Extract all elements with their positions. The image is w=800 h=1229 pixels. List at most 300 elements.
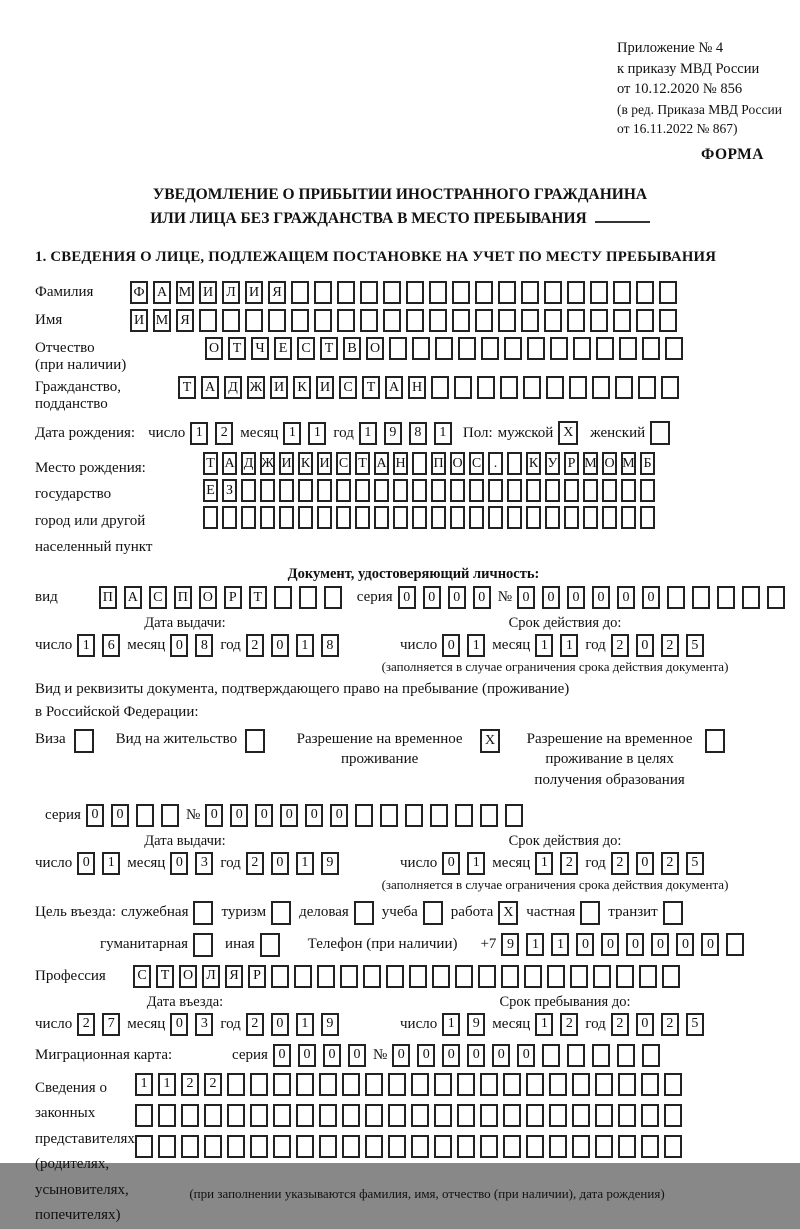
char-cell[interactable]: 2 xyxy=(77,1013,95,1036)
char-cell[interactable]: 5 xyxy=(686,634,704,657)
char-cell[interactable]: 1 xyxy=(102,852,120,875)
purpose-study-checkbox[interactable] xyxy=(423,901,443,925)
char-cell[interactable]: 8 xyxy=(195,634,213,657)
char-cell[interactable] xyxy=(475,281,493,304)
char-cell[interactable]: М xyxy=(153,309,171,332)
char-cell[interactable]: К xyxy=(526,452,541,475)
char-cell[interactable] xyxy=(434,1073,452,1096)
char-cell[interactable] xyxy=(664,1135,682,1158)
char-cell[interactable] xyxy=(504,337,522,360)
char-cell[interactable] xyxy=(503,1135,521,1158)
char-cell[interactable] xyxy=(544,281,562,304)
char-cell[interactable]: А xyxy=(385,376,403,399)
char-cell[interactable]: 0 xyxy=(442,634,460,657)
char-cell[interactable] xyxy=(616,965,634,988)
char-cell[interactable] xyxy=(477,376,495,399)
char-cell[interactable]: Д xyxy=(241,452,256,475)
char-cell[interactable] xyxy=(199,309,217,332)
char-cell[interactable]: Н xyxy=(393,452,408,475)
char-cell[interactable]: 0 xyxy=(280,804,298,827)
char-cell[interactable]: 5 xyxy=(686,1013,704,1036)
char-cell[interactable] xyxy=(241,506,256,529)
char-cell[interactable]: 0 xyxy=(417,1044,435,1067)
char-cell[interactable]: А xyxy=(374,452,389,475)
char-cell[interactable] xyxy=(393,506,408,529)
char-cell[interactable] xyxy=(250,1073,268,1096)
char-cell[interactable] xyxy=(383,281,401,304)
char-cell[interactable]: 1 xyxy=(158,1073,176,1096)
char-cell[interactable]: П xyxy=(174,586,192,609)
char-cell[interactable] xyxy=(393,479,408,502)
char-cell[interactable] xyxy=(544,309,562,332)
char-cell[interactable] xyxy=(296,1104,314,1127)
char-cell[interactable]: Я xyxy=(268,281,286,304)
char-cell[interactable]: Е xyxy=(203,479,218,502)
char-cell[interactable]: Т xyxy=(362,376,380,399)
char-cell[interactable] xyxy=(549,1104,567,1127)
char-cell[interactable]: 0 xyxy=(392,1044,410,1067)
sex-female-checkbox[interactable] xyxy=(650,421,670,445)
char-cell[interactable]: 0 xyxy=(492,1044,510,1067)
char-cell[interactable] xyxy=(618,1104,636,1127)
char-cell[interactable]: 0 xyxy=(271,634,289,657)
char-cell[interactable] xyxy=(480,1104,498,1127)
char-cell[interactable] xyxy=(291,281,309,304)
char-cell[interactable] xyxy=(222,506,237,529)
char-cell[interactable]: 1 xyxy=(190,422,208,445)
char-cell[interactable]: Т xyxy=(178,376,196,399)
char-cell[interactable]: 0 xyxy=(348,1044,366,1067)
char-cell[interactable] xyxy=(411,1073,429,1096)
char-cell[interactable] xyxy=(434,1104,452,1127)
char-cell[interactable] xyxy=(158,1135,176,1158)
char-cell[interactable] xyxy=(564,506,579,529)
char-cell[interactable] xyxy=(136,804,154,827)
char-cell[interactable]: 1 xyxy=(526,933,544,956)
char-cell[interactable]: Б xyxy=(640,452,655,475)
char-cell[interactable] xyxy=(621,479,636,502)
char-cell[interactable] xyxy=(241,479,256,502)
char-cell[interactable] xyxy=(431,479,446,502)
char-cell[interactable]: 7 xyxy=(102,1013,120,1036)
char-cell[interactable] xyxy=(641,1135,659,1158)
char-cell[interactable] xyxy=(279,479,294,502)
char-cell[interactable] xyxy=(434,1135,452,1158)
char-cell[interactable]: 0 xyxy=(330,804,348,827)
char-cell[interactable] xyxy=(500,376,518,399)
char-cell[interactable] xyxy=(412,452,427,475)
char-cell[interactable]: З xyxy=(222,479,237,502)
char-cell[interactable] xyxy=(567,309,585,332)
char-cell[interactable] xyxy=(158,1104,176,1127)
char-cell[interactable]: 2 xyxy=(246,634,264,657)
char-cell[interactable]: 0 xyxy=(448,586,466,609)
char-cell[interactable]: 2 xyxy=(611,852,629,875)
temp-residence-edu-checkbox[interactable] xyxy=(705,729,725,753)
char-cell[interactable] xyxy=(665,337,683,360)
char-cell[interactable] xyxy=(317,479,332,502)
char-cell[interactable] xyxy=(507,479,522,502)
char-cell[interactable] xyxy=(383,309,401,332)
char-cell[interactable] xyxy=(549,1073,567,1096)
char-cell[interactable] xyxy=(355,804,373,827)
char-cell[interactable] xyxy=(617,1044,635,1067)
char-cell[interactable]: 1 xyxy=(551,933,569,956)
char-cell[interactable] xyxy=(432,965,450,988)
char-cell[interactable]: Р xyxy=(224,586,242,609)
char-cell[interactable] xyxy=(429,309,447,332)
char-cell[interactable]: Е xyxy=(274,337,292,360)
char-cell[interactable]: 1 xyxy=(296,634,314,657)
char-cell[interactable] xyxy=(498,281,516,304)
char-cell[interactable] xyxy=(662,965,680,988)
char-cell[interactable]: Р xyxy=(564,452,579,475)
char-cell[interactable]: В xyxy=(343,337,361,360)
char-cell[interactable]: И xyxy=(270,376,288,399)
char-cell[interactable]: Т xyxy=(249,586,267,609)
purpose-humanitarian-checkbox[interactable] xyxy=(193,933,213,957)
char-cell[interactable]: М xyxy=(583,452,598,475)
char-cell[interactable] xyxy=(365,1104,383,1127)
char-cell[interactable]: 1 xyxy=(535,852,553,875)
char-cell[interactable] xyxy=(429,281,447,304)
char-cell[interactable] xyxy=(135,1104,153,1127)
purpose-work-checkbox[interactable]: X xyxy=(498,901,518,925)
char-cell[interactable] xyxy=(411,1135,429,1158)
char-cell[interactable] xyxy=(273,1073,291,1096)
char-cell[interactable] xyxy=(602,506,617,529)
char-cell[interactable] xyxy=(618,1073,636,1096)
char-cell[interactable]: С xyxy=(469,452,484,475)
char-cell[interactable] xyxy=(567,1044,585,1067)
char-cell[interactable] xyxy=(524,965,542,988)
char-cell[interactable] xyxy=(452,281,470,304)
char-cell[interactable] xyxy=(667,586,685,609)
char-cell[interactable]: 0 xyxy=(111,804,129,827)
char-cell[interactable] xyxy=(641,1073,659,1096)
char-cell[interactable] xyxy=(380,804,398,827)
char-cell[interactable] xyxy=(572,1135,590,1158)
char-cell[interactable]: 0 xyxy=(542,586,560,609)
char-cell[interactable] xyxy=(374,506,389,529)
char-cell[interactable]: О xyxy=(366,337,384,360)
char-cell[interactable]: 0 xyxy=(170,852,188,875)
char-cell[interactable]: 1 xyxy=(560,634,578,657)
residence-permit-checkbox[interactable] xyxy=(245,729,265,753)
char-cell[interactable] xyxy=(526,1073,544,1096)
char-cell[interactable] xyxy=(250,1104,268,1127)
char-cell[interactable] xyxy=(480,1073,498,1096)
char-cell[interactable] xyxy=(388,1073,406,1096)
char-cell[interactable] xyxy=(294,965,312,988)
char-cell[interactable] xyxy=(583,506,598,529)
char-cell[interactable] xyxy=(355,479,370,502)
char-cell[interactable]: С xyxy=(149,586,167,609)
char-cell[interactable]: 0 xyxy=(423,586,441,609)
char-cell[interactable]: М xyxy=(621,452,636,475)
char-cell[interactable] xyxy=(412,479,427,502)
char-cell[interactable] xyxy=(245,309,263,332)
char-cell[interactable]: 1 xyxy=(535,634,553,657)
char-cell[interactable] xyxy=(457,1135,475,1158)
char-cell[interactable]: И xyxy=(199,281,217,304)
char-cell[interactable] xyxy=(595,1104,613,1127)
purpose-official-checkbox[interactable] xyxy=(193,901,213,925)
char-cell[interactable] xyxy=(602,479,617,502)
char-cell[interactable]: 0 xyxy=(636,852,654,875)
char-cell[interactable] xyxy=(342,1073,360,1096)
char-cell[interactable]: Т xyxy=(203,452,218,475)
char-cell[interactable] xyxy=(527,337,545,360)
char-cell[interactable] xyxy=(507,452,522,475)
char-cell[interactable] xyxy=(298,506,313,529)
char-cell[interactable] xyxy=(457,1104,475,1127)
char-cell[interactable]: М xyxy=(176,281,194,304)
char-cell[interactable]: У xyxy=(545,452,560,475)
char-cell[interactable] xyxy=(503,1104,521,1127)
char-cell[interactable] xyxy=(488,506,503,529)
char-cell[interactable]: 0 xyxy=(642,586,660,609)
char-cell[interactable] xyxy=(260,506,275,529)
char-cell[interactable]: 0 xyxy=(442,852,460,875)
char-cell[interactable]: 1 xyxy=(283,422,301,445)
char-cell[interactable] xyxy=(664,1104,682,1127)
char-cell[interactable] xyxy=(273,1135,291,1158)
char-cell[interactable]: 0 xyxy=(170,1013,188,1036)
char-cell[interactable] xyxy=(314,309,332,332)
char-cell[interactable] xyxy=(475,309,493,332)
char-cell[interactable] xyxy=(204,1135,222,1158)
char-cell[interactable] xyxy=(659,309,677,332)
char-cell[interactable]: И xyxy=(316,376,334,399)
char-cell[interactable]: 9 xyxy=(501,933,519,956)
char-cell[interactable] xyxy=(640,506,655,529)
purpose-other-checkbox[interactable] xyxy=(260,933,280,957)
char-cell[interactable]: С xyxy=(133,965,151,988)
char-cell[interactable] xyxy=(595,1135,613,1158)
char-cell[interactable] xyxy=(573,337,591,360)
char-cell[interactable] xyxy=(593,965,611,988)
char-cell[interactable]: 1 xyxy=(467,852,485,875)
char-cell[interactable]: 2 xyxy=(611,634,629,657)
sex-male-checkbox[interactable]: X xyxy=(558,421,578,445)
char-cell[interactable] xyxy=(388,1135,406,1158)
char-cell[interactable] xyxy=(296,1135,314,1158)
char-cell[interactable] xyxy=(222,309,240,332)
char-cell[interactable]: 9 xyxy=(321,852,339,875)
char-cell[interactable] xyxy=(406,309,424,332)
char-cell[interactable]: 1 xyxy=(77,634,95,657)
char-cell[interactable]: 0 xyxy=(517,1044,535,1067)
char-cell[interactable] xyxy=(592,1044,610,1067)
char-cell[interactable] xyxy=(342,1135,360,1158)
char-cell[interactable]: А xyxy=(222,452,237,475)
char-cell[interactable] xyxy=(488,479,503,502)
char-cell[interactable]: Т xyxy=(228,337,246,360)
char-cell[interactable]: 0 xyxy=(701,933,719,956)
char-cell[interactable]: О xyxy=(602,452,617,475)
char-cell[interactable]: 0 xyxy=(442,1044,460,1067)
char-cell[interactable]: 2 xyxy=(560,1013,578,1036)
char-cell[interactable] xyxy=(613,309,631,332)
char-cell[interactable]: 6 xyxy=(102,634,120,657)
char-cell[interactable]: 0 xyxy=(86,804,104,827)
char-cell[interactable]: П xyxy=(431,452,446,475)
temp-residence-checkbox[interactable]: X xyxy=(480,729,500,753)
char-cell[interactable] xyxy=(595,1073,613,1096)
char-cell[interactable] xyxy=(481,337,499,360)
char-cell[interactable]: 2 xyxy=(560,852,578,875)
char-cell[interactable] xyxy=(455,965,473,988)
char-cell[interactable]: Т xyxy=(156,965,174,988)
char-cell[interactable] xyxy=(469,479,484,502)
char-cell[interactable] xyxy=(250,1135,268,1158)
char-cell[interactable] xyxy=(363,965,381,988)
char-cell[interactable] xyxy=(360,281,378,304)
char-cell[interactable]: 0 xyxy=(626,933,644,956)
char-cell[interactable] xyxy=(365,1135,383,1158)
char-cell[interactable]: О xyxy=(199,586,217,609)
char-cell[interactable] xyxy=(564,479,579,502)
char-cell[interactable] xyxy=(273,1104,291,1127)
char-cell[interactable]: И xyxy=(279,452,294,475)
char-cell[interactable]: Ж xyxy=(247,376,265,399)
char-cell[interactable] xyxy=(458,337,476,360)
char-cell[interactable]: 1 xyxy=(442,1013,460,1036)
char-cell[interactable] xyxy=(317,965,335,988)
char-cell[interactable] xyxy=(430,804,448,827)
char-cell[interactable] xyxy=(503,1073,521,1096)
char-cell[interactable] xyxy=(457,1073,475,1096)
char-cell[interactable]: Я xyxy=(225,965,243,988)
char-cell[interactable]: 0 xyxy=(467,1044,485,1067)
char-cell[interactable] xyxy=(639,965,657,988)
char-cell[interactable]: Н xyxy=(408,376,426,399)
char-cell[interactable]: Ф xyxy=(130,281,148,304)
char-cell[interactable] xyxy=(545,506,560,529)
char-cell[interactable]: А xyxy=(201,376,219,399)
char-cell[interactable]: 1 xyxy=(296,1013,314,1036)
char-cell[interactable]: 8 xyxy=(409,422,427,445)
char-cell[interactable]: 1 xyxy=(434,422,452,445)
char-cell[interactable] xyxy=(642,1044,660,1067)
char-cell[interactable] xyxy=(549,1135,567,1158)
char-cell[interactable]: 0 xyxy=(636,634,654,657)
char-cell[interactable] xyxy=(319,1135,337,1158)
char-cell[interactable] xyxy=(412,337,430,360)
char-cell[interactable]: 2 xyxy=(246,852,264,875)
char-cell[interactable]: Л xyxy=(222,281,240,304)
char-cell[interactable]: 2 xyxy=(661,852,679,875)
char-cell[interactable]: 0 xyxy=(271,852,289,875)
char-cell[interactable]: 0 xyxy=(576,933,594,956)
char-cell[interactable] xyxy=(640,479,655,502)
char-cell[interactable] xyxy=(572,1104,590,1127)
char-cell[interactable] xyxy=(431,506,446,529)
char-cell[interactable]: 0 xyxy=(323,1044,341,1067)
char-cell[interactable]: 2 xyxy=(661,634,679,657)
char-cell[interactable]: 0 xyxy=(273,1044,291,1067)
char-cell[interactable]: О xyxy=(179,965,197,988)
char-cell[interactable] xyxy=(590,281,608,304)
char-cell[interactable] xyxy=(583,479,598,502)
char-cell[interactable] xyxy=(227,1104,245,1127)
char-cell[interactable]: А xyxy=(153,281,171,304)
visa-checkbox[interactable] xyxy=(74,729,94,753)
char-cell[interactable] xyxy=(296,1073,314,1096)
char-cell[interactable] xyxy=(274,586,292,609)
char-cell[interactable] xyxy=(692,586,710,609)
char-cell[interactable]: 0 xyxy=(636,1013,654,1036)
char-cell[interactable]: 0 xyxy=(230,804,248,827)
char-cell[interactable] xyxy=(435,337,453,360)
char-cell[interactable] xyxy=(521,309,539,332)
char-cell[interactable] xyxy=(388,1104,406,1127)
char-cell[interactable]: 5 xyxy=(686,852,704,875)
char-cell[interactable] xyxy=(596,337,614,360)
char-cell[interactable]: К xyxy=(293,376,311,399)
char-cell[interactable] xyxy=(498,309,516,332)
char-cell[interactable] xyxy=(412,506,427,529)
char-cell[interactable]: И xyxy=(245,281,263,304)
char-cell[interactable] xyxy=(638,376,656,399)
char-cell[interactable] xyxy=(452,309,470,332)
char-cell[interactable]: И xyxy=(130,309,148,332)
char-cell[interactable] xyxy=(567,281,585,304)
char-cell[interactable] xyxy=(406,281,424,304)
char-cell[interactable]: О xyxy=(205,337,223,360)
char-cell[interactable] xyxy=(636,281,654,304)
char-cell[interactable]: 9 xyxy=(384,422,402,445)
char-cell[interactable]: 0 xyxy=(617,586,635,609)
char-cell[interactable]: К xyxy=(298,452,313,475)
char-cell[interactable] xyxy=(409,965,427,988)
char-cell[interactable]: 0 xyxy=(651,933,669,956)
char-cell[interactable] xyxy=(450,479,465,502)
char-cell[interactable]: Т xyxy=(355,452,370,475)
char-cell[interactable] xyxy=(619,337,637,360)
char-cell[interactable]: 0 xyxy=(473,586,491,609)
char-cell[interactable] xyxy=(526,479,541,502)
char-cell[interactable] xyxy=(547,965,565,988)
char-cell[interactable]: О xyxy=(450,452,465,475)
char-cell[interactable] xyxy=(523,376,541,399)
char-cell[interactable]: 0 xyxy=(77,852,95,875)
char-cell[interactable] xyxy=(726,933,744,956)
char-cell[interactable]: И xyxy=(317,452,332,475)
char-cell[interactable] xyxy=(618,1135,636,1158)
char-cell[interactable]: 2 xyxy=(215,422,233,445)
char-cell[interactable] xyxy=(161,804,179,827)
char-cell[interactable] xyxy=(546,376,564,399)
char-cell[interactable] xyxy=(279,506,294,529)
char-cell[interactable]: Т xyxy=(320,337,338,360)
char-cell[interactable]: С xyxy=(336,452,351,475)
purpose-tourism-checkbox[interactable] xyxy=(271,901,291,925)
char-cell[interactable]: 1 xyxy=(308,422,326,445)
char-cell[interactable] xyxy=(227,1073,245,1096)
char-cell[interactable] xyxy=(661,376,679,399)
char-cell[interactable] xyxy=(374,479,389,502)
char-cell[interactable] xyxy=(480,804,498,827)
char-cell[interactable] xyxy=(507,506,522,529)
char-cell[interactable] xyxy=(336,479,351,502)
char-cell[interactable]: Р xyxy=(248,965,266,988)
char-cell[interactable] xyxy=(526,506,541,529)
char-cell[interactable] xyxy=(742,586,760,609)
char-cell[interactable] xyxy=(135,1135,153,1158)
char-cell[interactable] xyxy=(319,1073,337,1096)
